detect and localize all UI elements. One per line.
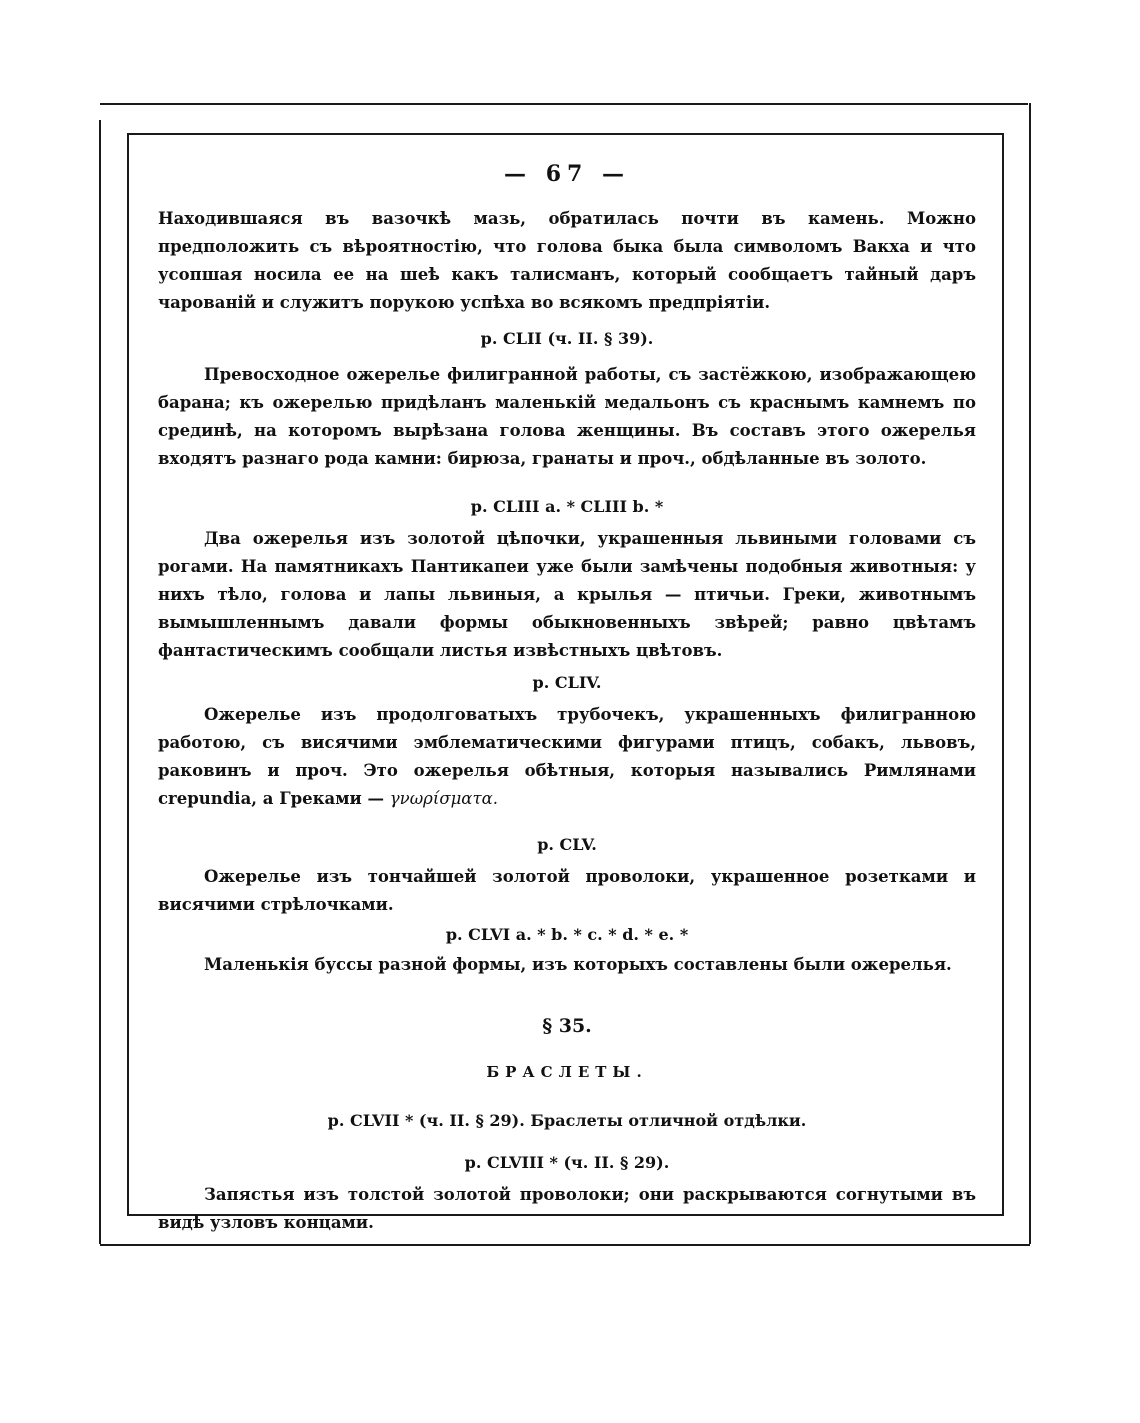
paragraph-4-text: Ожерелье изъ продолговатыхъ трубочекъ, украшенныхъ филигранною работою, съ висячими эмблематическими фигурами птицъ, собакъ, львовъ, раковинъ и проч. Это ожерелья обѣтныя, которыя назывались Римлянами crepundia, а Греками — [158, 705, 976, 808]
plate-reference-clviii: p. CLVIII * (ч. II. § 29). [464, 1153, 670, 1172]
outer-frame-left [99, 120, 101, 1244]
paragraph-4 [158, 701, 976, 813]
plate-reference-cliv: p. CLIV. [532, 673, 602, 692]
paragraph-1: Находившаяся въ вазочкѣ мазь, обратилась почти въ камень. Можно предположить съ вѣроятностію, что голова быка была символомъ Вакха и что усопшая носила ее на шеѣ какъ талисманъ, который сообщаетъ тайный даръ чарованій и служитъ порукою успѣха во всякомъ предпріятіи. [158, 209, 976, 312]
paragraph-5: Ожерелье изъ тончайшей золотой проволоки, украшенное розетками и висячими стрѣлочками. [158, 867, 976, 914]
section-number: § 35. [542, 1015, 592, 1037]
outer-frame-right [1029, 103, 1031, 1244]
paragraph-6: Маленькія буссы разной формы, изъ которыхъ составлены были ожерелья. [204, 955, 952, 974]
paragraph-2: Превосходное ожерелье филигранной работы, съ застёжкою, изображающею барана; къ ожерелью придѣланъ маленькій медальонъ съ краснымъ камнемъ по срединѣ, на которомъ вырѣзана голова женщины. Въ составъ этого ожерелья входятъ разнаго рода камни: бирюза, гранаты и проч., обдѣланные въ золото. [158, 365, 976, 468]
plate-reference-clv: p. CLV. [537, 835, 597, 854]
inner-frame-left [127, 133, 129, 1216]
page-number: — 67 — [504, 161, 630, 187]
plate-reference-clvii: p. CLVII * (ч. II. § 29). Браслеты отличной отдѣлки. [327, 1111, 807, 1130]
plate-reference-clvi: p. CLVI a. * b. * c. * d. * e. * [445, 925, 689, 944]
paragraph-7: Запястья изъ толстой золотой проволоки; они раскрываются согнутыми въ видѣ узловъ концами. [158, 1185, 976, 1232]
outer-frame-bottom [100, 1244, 1030, 1246]
section-title: БРАСЛЕТЫ. [486, 1063, 648, 1081]
inner-frame-right [1002, 133, 1004, 1216]
plate-reference-cliii: p. CLIII a. * CLIII b. * [470, 497, 664, 516]
outer-frame-top [100, 103, 1028, 105]
inner-frame-top [127, 133, 1003, 135]
plate-reference-clii: p. CLII (ч. II. § 39). [480, 329, 654, 348]
greek-term: γνωρίσματα. [389, 789, 498, 808]
paragraph-3: Два ожерелья изъ золотой цѣпочки, украшенныя львиными головами съ рогами. На памятникахъ Пантикапеи уже были замѣчены подобныя животныя: у нихъ тѣло, голова и лапы львиныя, а крылья — птичьи. Греки, животнымъ вымышленнымъ давали формы обыкновенныхъ звѣрей; равно цвѣтамъ фантастическимъ сообщали листья извѣстныхъ цвѣтовъ. [158, 529, 976, 660]
page-content [158, 157, 976, 1237]
